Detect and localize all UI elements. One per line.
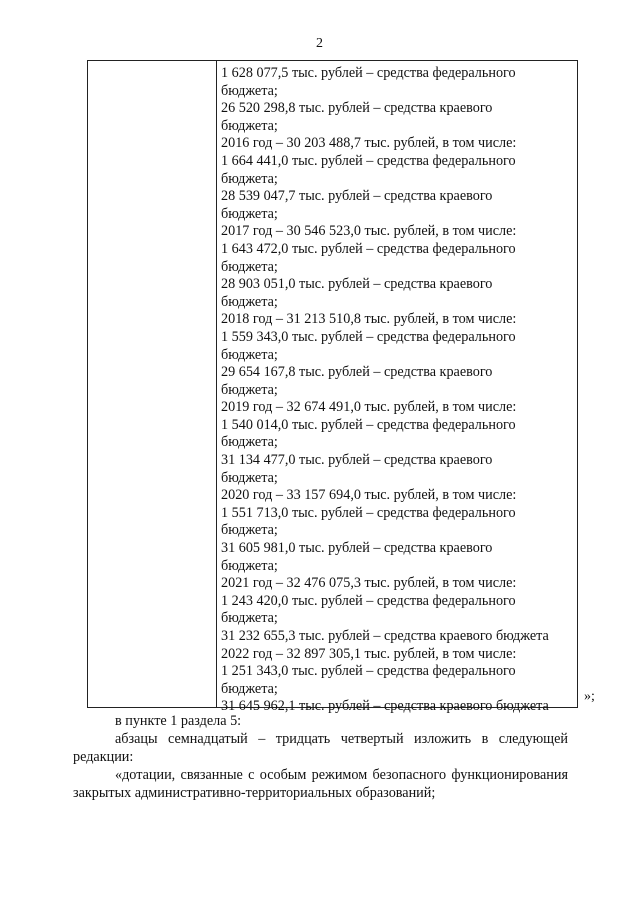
table-text-line: бюджета;	[221, 258, 278, 275]
table-text-line: 1 243 420,0 тыс. рублей – средства федерального	[221, 592, 516, 609]
table-text-line: бюджета;	[221, 346, 278, 363]
table-text-line: бюджета;	[221, 205, 278, 222]
table-left-cell	[88, 61, 217, 707]
paragraph-section-reference: в пункте 1 раздела 5:	[115, 713, 242, 729]
table-text-line: 2020 год – 33 157 694,0 тыс. рублей, в том числе:	[221, 487, 517, 504]
table-text-line: 29 654 167,8 тыс. рублей – средства краевого	[221, 364, 493, 381]
table-text-line: 26 520 298,8 тыс. рублей – средства краевого	[221, 100, 493, 117]
table-text-line: бюджета;	[221, 610, 278, 627]
table-text-line: 28 903 051,0 тыс. рублей – средства краевого	[221, 276, 493, 293]
program-funding-table	[87, 60, 578, 715]
table-text-line: бюджета;	[221, 117, 278, 134]
table-text-line: 1 628 077,5 тыс. рублей – средства федерального	[221, 65, 516, 81]
table-text-line: бюджета;	[221, 434, 278, 451]
table-text-line: 2016 год – 30 203 488,7 тыс. рублей, в том числе:	[221, 135, 517, 152]
paragraph-quoted-continuation: закрытых административно-территориальных образований;	[73, 785, 436, 801]
table-text-line: бюджета;	[221, 82, 278, 99]
paragraph-quoted-line: «дотации, связанные с особым режимом безопасного функционирования	[115, 767, 568, 783]
table-text-line: 2022 год – 32 897 305,1 тыс. рублей, в том числе:	[221, 645, 517, 662]
paragraph-instruction-line: абзацы семнадцатый – тридцать четвертый изложить в следующей	[115, 731, 568, 747]
table-text-line: бюджета;	[221, 381, 278, 398]
table-text-line: 2019 год – 32 674 491,0 тыс. рублей, в том числе:	[221, 399, 517, 416]
table-text-line: 1 559 343,0 тыс. рублей – средства федерального	[221, 328, 516, 345]
closing-quote-mark: »;	[584, 689, 595, 704]
table-text-line: 2021 год – 32 476 075,3 тыс. рублей, в том числе:	[221, 575, 517, 592]
table-text-line: 1 540 014,0 тыс. рублей – средства федерального	[221, 416, 516, 433]
table-text-line: 2018 год – 31 213 510,8 тыс. рублей, в том числе:	[221, 311, 517, 328]
table-text-line: 31 134 477,0 тыс. рублей – средства краевого	[221, 452, 493, 469]
table-text-line: бюджета;	[221, 522, 278, 539]
page-number: 2	[316, 36, 323, 51]
table-right-cell	[217, 61, 577, 715]
table-text-line: 2017 год – 30 546 523,0 тыс. рублей, в том числе:	[221, 223, 517, 240]
table-text-line: 31 605 981,0 тыс. рублей – средства краевого	[221, 540, 493, 557]
table-text-line: 1 251 343,0 тыс. рублей – средства федерального	[221, 663, 516, 680]
paragraph-instruction-continuation: редакции:	[73, 749, 134, 765]
table-text-line: бюджета;	[221, 170, 278, 187]
table-text-line: 28 539 047,7 тыс. рублей – средства краевого	[221, 188, 493, 205]
table-text-line: бюджета;	[221, 680, 278, 697]
table-text-line: бюджета;	[221, 557, 278, 574]
table-text-line: 31 645 962,1 тыс. рублей – средства краевого бюджета	[221, 698, 549, 715]
amendment-text	[73, 712, 568, 802]
table-text-line: 1 664 441,0 тыс. рублей – средства федерального	[221, 152, 516, 169]
table-text-line: 31 232 655,3 тыс. рублей – средства краевого бюджета	[221, 628, 549, 644]
table-text-line: бюджета;	[221, 293, 278, 310]
table-text-line: 1 643 472,0 тыс. рублей – средства федерального	[221, 240, 516, 257]
table-text-line: 1 551 713,0 тыс. рублей – средства федерального	[221, 504, 516, 521]
table-text-line: бюджета;	[221, 469, 278, 486]
